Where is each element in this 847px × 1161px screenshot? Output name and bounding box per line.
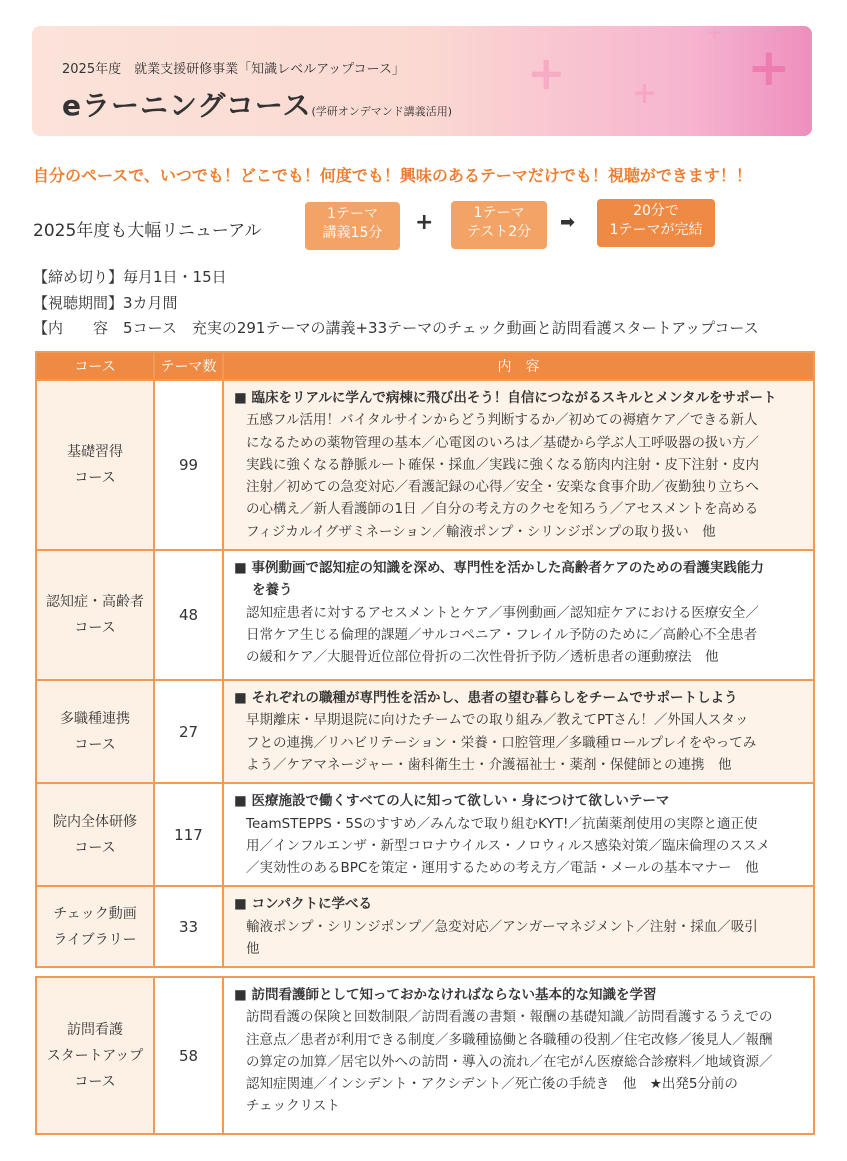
course-name [36, 380, 154, 550]
square-bullet-icon: ■ [234, 390, 252, 406]
table-row [36, 886, 814, 967]
content-line: 早期離床・早期退院に向けたチームでの取り組み／教えてPTさん！／外国人スタッ [246, 712, 749, 729]
course-content [223, 783, 814, 886]
content-line: になるための薬物管理の基本／心電図のいろは／基礎から学ぶ人工呼吸器の扱い方／ [246, 434, 759, 451]
info-value: 毎月1日・15日 [123, 268, 227, 286]
pill-line: 1テーマ [473, 205, 525, 221]
course-content [223, 380, 814, 550]
cross-decoration-icon: + [527, 46, 566, 100]
course-name-line: コース [74, 1073, 116, 1090]
cross-decoration-icon: + [632, 76, 658, 111]
content-line: の緩和ケア／大腿骨近位部位骨折の二次性骨折予防／透析患者の運動療法 他 [246, 649, 719, 666]
course-name-line: コース [74, 736, 116, 753]
course-name-line: ライブラリー [53, 931, 137, 948]
content-line: 実践に強くなる静脈ルート確保・採血／実践に強くなる筋肉内注射・皮下注射・皮内 [246, 456, 759, 473]
table-row [36, 783, 814, 886]
course-name-line: コース [74, 470, 116, 487]
course-table [35, 351, 815, 968]
course-name-line: 訪問看護 [67, 1021, 123, 1038]
content-line: 認知症患者に対するアセスメントとケア／事例動画／認知症ケアにおける医療安全／ [246, 604, 759, 621]
pill-line: 講義15分 [322, 225, 383, 241]
content-heading: を養う [252, 582, 293, 599]
pill-line: 1テーマが完結 [609, 222, 703, 238]
table-row [36, 380, 814, 550]
course-name [36, 886, 154, 967]
course-name-line: 多職種連携 [60, 710, 130, 727]
pill-line: 20分で [633, 203, 679, 219]
pill-line: 1テーマ [327, 206, 378, 222]
content-line: 五感フル活用！バイタルサインからどう判断するか／初めての褥瘡ケア／できる新人 [246, 412, 758, 429]
course-name-line: コース [74, 839, 116, 856]
info-period [33, 292, 178, 313]
course-name [36, 550, 154, 680]
pill-line: テスト2分 [466, 224, 532, 240]
info-label: 【内 容 [33, 319, 109, 337]
course-name [36, 680, 154, 783]
square-bullet-icon: ■ [234, 896, 252, 913]
theme-count: 99 [154, 380, 223, 550]
content-heading: ■ 訪問看護師として知っておかなければならない基本的な知識を学習 [234, 987, 657, 1003]
course-name-line: 認知症・高齢者 [46, 594, 144, 611]
course-content [223, 550, 814, 680]
course-content [223, 680, 814, 783]
content-line: TeamSTEPPS・5Sのすすめ／みんなで取り組むKYT!／抗菌薬剤使用の実際と適正使 [246, 815, 758, 832]
pill-test [451, 201, 547, 249]
course-name-line: スタートアップ [46, 1047, 144, 1064]
square-bullet-icon: ■ [234, 690, 252, 707]
square-bullet-icon: ■ [234, 987, 252, 1003]
content-heading: ■ コンパクトに学べる [234, 896, 373, 913]
theme-count: 33 [154, 886, 223, 967]
content-line: 輸液ポンプ・シリンジポンプ／急変対応／アンガーマネジメント／注射・採血／吸引 [246, 918, 758, 935]
cross-decoration-icon: + [747, 38, 791, 98]
content-heading: ■ 医療施設で働くすべての人に知って欲しい・身につけて欲しいテーマ [234, 793, 670, 810]
catchphrase: 自分のペースで、いつでも！どこでも！何度でも！興味のあるテーマだけでも！視聴ができます！！ [33, 166, 752, 185]
course-name-line: チェック動画 [53, 905, 137, 922]
content-line: 日常ケア生じる倫理的課題／サルコペニア・フレイル予防のために／高齢心不全患者 [246, 626, 758, 643]
content-line: 注射／初めての急変対応／看護記録の心得／安全・安楽な食事介助／夜勤独り立ちへ [246, 479, 759, 496]
course-name-line: コース [74, 620, 116, 637]
theme-count: 117 [154, 783, 223, 886]
info-deadline [33, 266, 227, 287]
course-name-line: 院内全体研修 [53, 813, 137, 830]
content-line: の心構え／新人看護師の1日 ／自分の考え方のクセを知ろう／アセスメントを高める [246, 501, 759, 518]
course-content [223, 977, 814, 1134]
theme-count: 27 [154, 680, 223, 783]
course-name-line: 基礎習得 [67, 444, 123, 461]
table-row [36, 680, 814, 783]
content-line: 訪問看護の保険と回数制限／訪問看護の書類・報酬の基礎知識／訪問看護するうえでの [246, 1009, 773, 1026]
info-value: 3カ月間 [123, 294, 178, 312]
content-line: チェックリスト [246, 1098, 340, 1115]
header-content: 内 容 [223, 352, 814, 380]
table-row [36, 550, 814, 680]
theme-count: 58 [154, 977, 223, 1134]
content-line: 注意点／患者が利用できる制度／多職種協働と各職種の役割／住宅改修／後見人／報酬 [246, 1031, 773, 1048]
pill-lecture [305, 202, 400, 250]
content-line: ／実効性のあるBPCを策定・運用するための考え方／電話・メールの基本マナー 他 [246, 860, 759, 877]
course-name [36, 783, 154, 886]
content-line: 他 [246, 941, 260, 958]
plus-icon: + [415, 210, 434, 235]
info-content [33, 317, 759, 338]
content-heading: ■ 臨床をリアルに学んで病棟に飛び出そう！自信につながるスキルとメンタルをサポート [234, 390, 777, 406]
content-line: フィジカルイグザミネーション／輸液ポンプ・シリンジポンプの取り扱い 他 [246, 523, 716, 540]
square-bullet-icon: ■ [234, 793, 252, 810]
content-line: よう／ケアマネージャー・歯科衛生士・介護福祉士・薬剤・保健師との連携 他 [246, 756, 732, 773]
content-line: 認知症関連／インシデント・アクシデント／死亡後の手続き 他 ★出発5分前の [246, 1076, 738, 1093]
content-line: の算定の加算／居宅以外への訪問・導入の流れ／在宅がん医療総合診療料／地域資源／ [246, 1053, 773, 1070]
course-content [223, 886, 814, 967]
info-label: 【締め切り】 [33, 268, 124, 286]
content-line: 用／インフルエンザ・新型コロナウイルス・ノロウィルス感染対策／臨床倫理のススメ [246, 837, 770, 854]
pill-complete [597, 199, 715, 247]
square-bullet-icon: ■ [234, 560, 252, 577]
header-course: コース [36, 352, 154, 380]
header-banner [32, 22, 812, 136]
content-heading: ■ それぞれの職種が専門性を活かし、患者の望む暮らしをチームでサポートしよう [234, 690, 738, 707]
course-name [36, 977, 154, 1134]
header-count: テーマ数 [154, 352, 223, 380]
info-label: 【視聴期間】 [33, 294, 124, 312]
arrow-right-icon: ➡ [560, 212, 576, 233]
theme-count: 48 [154, 550, 223, 680]
content-heading: ■ 事例動画で認知症の知識を深め、専門性を活かした高齢者ケアのための看護実践能力 [234, 560, 764, 577]
startup-course-table [35, 976, 815, 1135]
content-line: フとの連携／リハビリテーション・栄養・口腔管理／多職種ロールプレイをやってみ [246, 734, 757, 751]
renewal-label: 2025年度も大幅リニューアル [33, 221, 262, 241]
cross-decoration-icon: + [707, 22, 723, 43]
table-row [36, 977, 814, 1134]
info-value: 5コース 充実の291テーマの講義+33テーマのチェック動画と訪問看護スタートアップコース [123, 319, 759, 337]
title-text: eラーニングコース [62, 89, 312, 122]
banner-subtitle: 2025年度 就業支援研修事業「知識レベルアップコース」 [62, 62, 405, 77]
page-title [62, 84, 452, 124]
title-note: (学研オンデマンド講義活用) [311, 105, 453, 118]
